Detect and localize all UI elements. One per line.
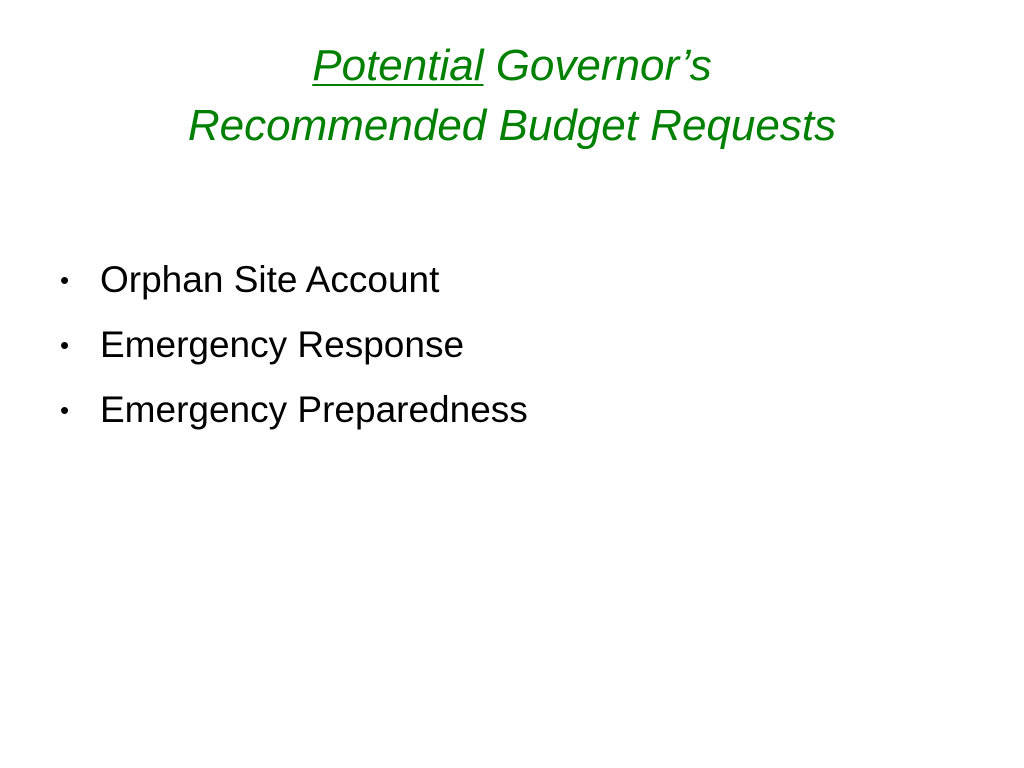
- bullet-list: [60, 249, 528, 444]
- title-line2: Recommended Budget Requests: [187, 101, 837, 150]
- bullet-text: Emergency Preparedness: [100, 389, 528, 430]
- bullet-text: Orphan Site Account: [100, 259, 440, 300]
- bullet-text: Emergency Response: [100, 324, 465, 365]
- bullet-item: [60, 249, 528, 314]
- bullet-icon: •: [60, 330, 70, 360]
- bullet-icon: •: [60, 265, 70, 295]
- bullet-item: [60, 379, 528, 444]
- bullet-icon: •: [60, 395, 70, 425]
- slide-title: [0, 36, 1024, 156]
- bullet-item: [60, 314, 528, 379]
- title-emphasis: Potential: [312, 41, 484, 90]
- title-line1-rest: Governor’s: [483, 41, 712, 90]
